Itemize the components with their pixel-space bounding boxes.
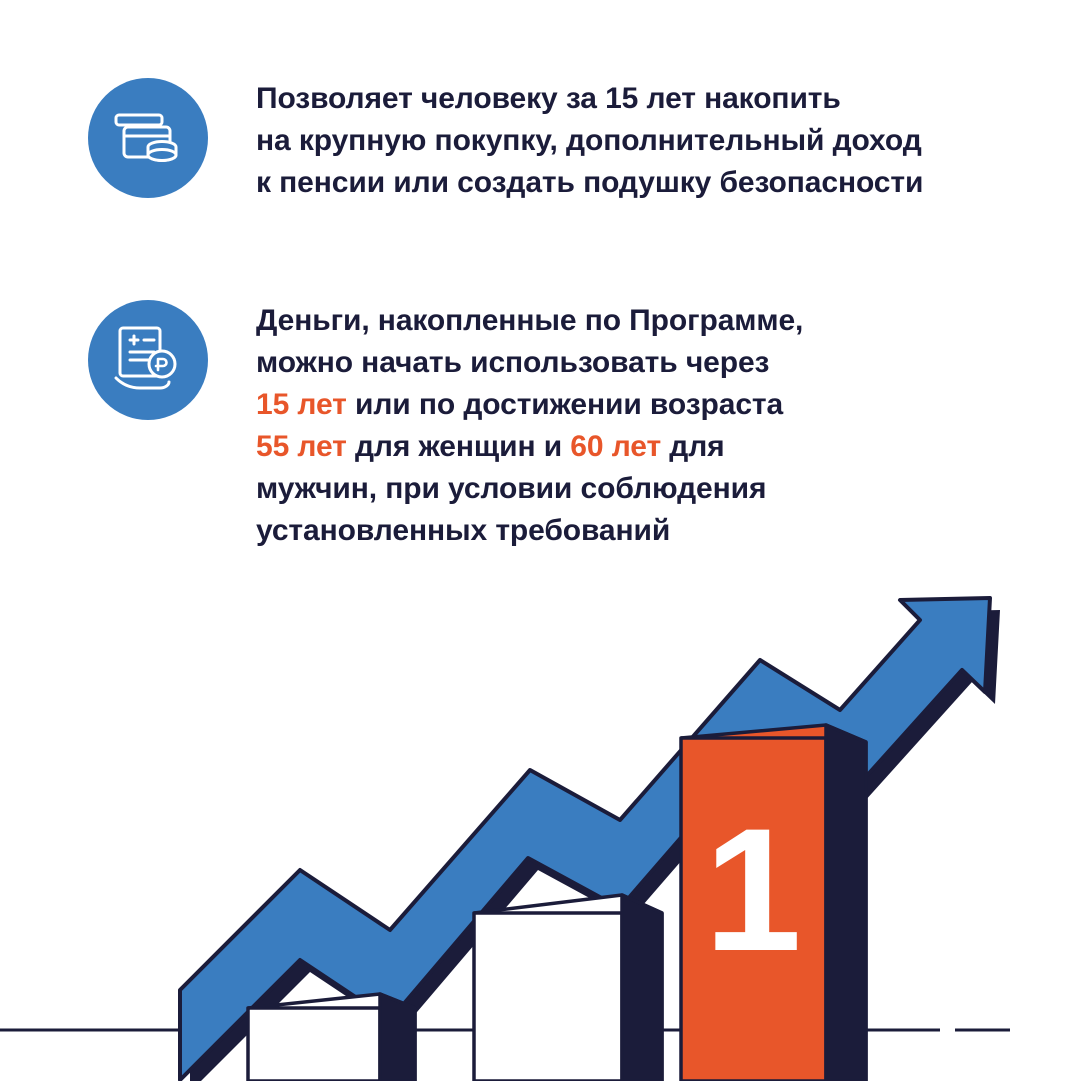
text-segment: для	[661, 430, 725, 463]
bullet-1-line-1: Позволяет человеку за 15 лет накопить	[256, 82, 841, 115]
text-segment: мужчин, при условии соблюдения	[256, 472, 767, 505]
highlighted-term: 55 лет	[256, 430, 347, 463]
text-segment: для женщин и	[346, 430, 571, 463]
growth-arrow-and-podium	[0, 330, 1080, 1081]
text-segment: Деньги, накопленные по Программе,	[256, 304, 804, 337]
text-segment: или по достижении возраста	[346, 388, 784, 421]
bullet-1-line-3: к пенсии или создать подушку безопасности	[256, 166, 924, 199]
podium-block-2	[474, 895, 662, 1081]
winner-number: 1	[704, 793, 802, 988]
text-segment: установленных требований	[256, 514, 671, 547]
highlighted-term: 60 лет	[570, 430, 662, 463]
bullet-1-text	[256, 78, 923, 204]
podium-block-3	[248, 994, 415, 1081]
text-segment: можно начать использовать через	[256, 346, 770, 379]
bullet-item-savings	[88, 78, 923, 204]
highlighted-term: 15 лет	[256, 388, 347, 421]
cards-and-coins-icon	[88, 78, 208, 198]
bullet-1-line-2: на крупную покупку, дополнительный доход	[256, 124, 922, 157]
podium-block-1	[681, 725, 866, 1081]
